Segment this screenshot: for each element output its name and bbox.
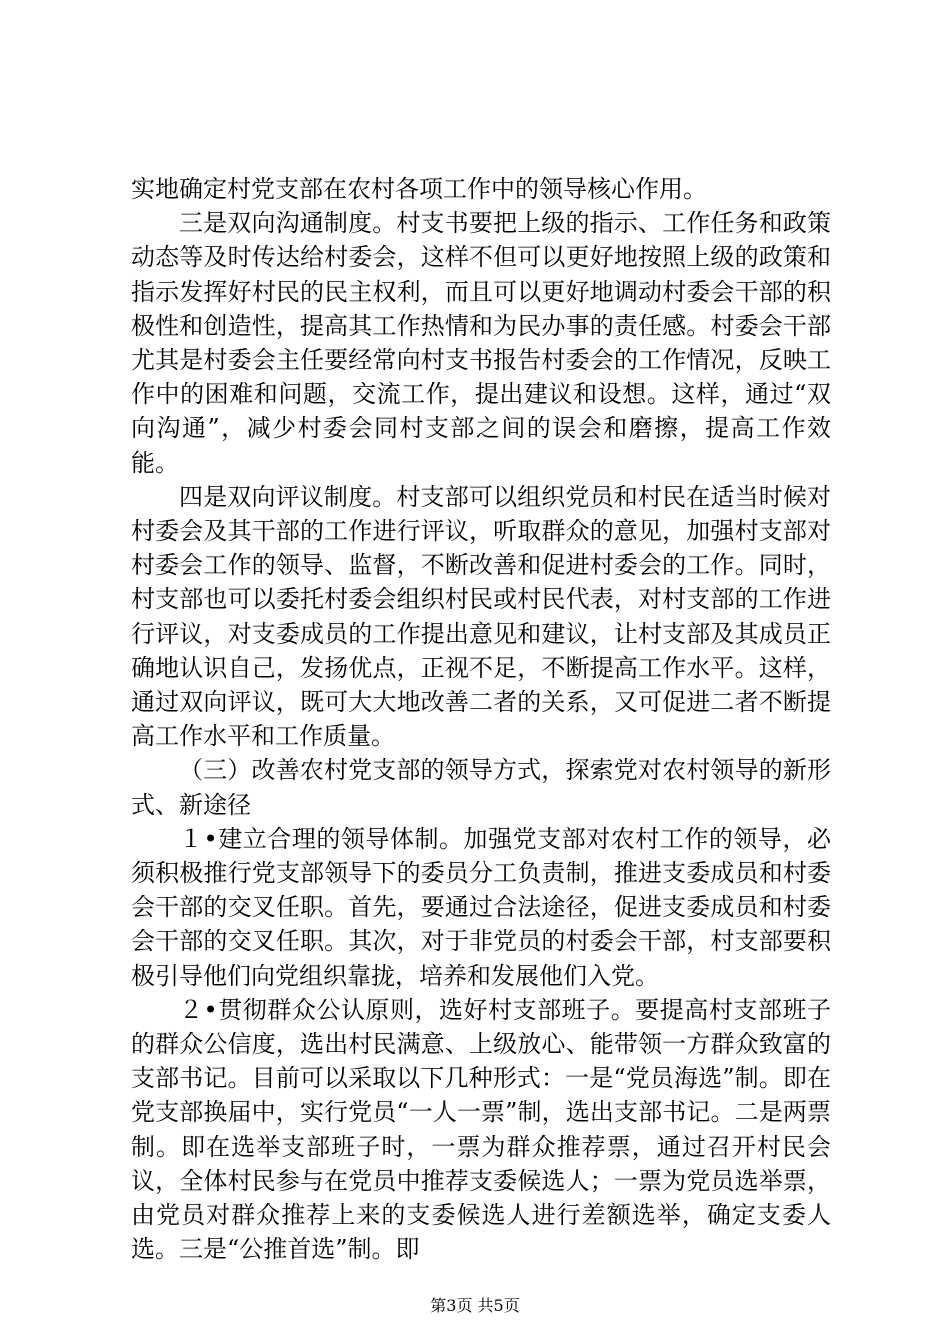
paragraph-continuation: 实地确定村党支部在农村各项工作中的领导核心作用。 (131, 175, 707, 203)
paragraph-item-two: ２•贯彻群众公认原则，选好村支部班子。要提高村支部班子的群众公信度，选出村民满意、上级放心、能带领一方群众致富的支部书记。目前可以采取以下几种形式：一是“党员海选”制。即在党支部换届中，实行党员“一人一票”制，选出支部书记。二是两票制。即在选举支部班子时，一票为群众推荐票，通过召开村民会议，全体村民参与在党员中推荐支委候选人；一票为党员选举票，由党员对群众推荐上来的支委候选人进行差额选举，确定支委人选。三是“公推首选”制。即 (131, 995, 831, 1264)
paragraph-two-way-communication: 三是双向沟通制度。村支书要把上级的指示、工作任务和政策动态等及时传达给村委会，这样不但可以更好地按照上级的政策和指示发挥好村民的民主权利，而且可以更好地调动村委会干部的积极性和创造性，提高其工作热情和为民办事的责任感。村委会干部尤其是村委会主任要经常向村支书报告村委会的工作情况，反映工作中的困难和问题，交流工作，提出建议和设想。这样，通过“双向沟通”，减少村委会同村支部之间的误会和磨擦，提高工作效能。 (131, 209, 831, 477)
paragraph-two-way-review: 四是双向评议制度。村支部可以组织党员和村民在适当时候对村委会及其干部的工作进行评议，听取群众的意见，加强村支部对村委会工作的领导、监督，不断改善和促进村委会的工作。同时，村支部也可以委托村委会组织村民或村民代表，对村支部的工作进行评议，对支委成员的工作提出意见和建议，让村支部及其成员正确地认识自己，发扬优点，正视不足，不断提高工作水平。这样，通过双向评议，既可大大地改善二者的关系，又可促进二者不断提高工作水平和工作质量。 (131, 482, 831, 751)
paragraph-item-one: １•建立合理的领导体制。加强党支部对农村工作的领导，必须积极推行党支部领导下的委员分工负责制，推进支委成员和村委会干部的交叉任职。首先，要通过合法途径，促进支委成员和村委会干部的交叉任职。其次，对于非党员的村委会干部，村支部要积极引导他们向党组织靠拢，培养和发展他们入党。 (131, 824, 831, 990)
page-footer: 第3页 共5页 (430, 1296, 520, 1315)
section-heading-three: （三）改善农村党支部的领导方式，探索党对农村领导的新形式、新途径 (131, 756, 831, 819)
document-body (131, 172, 831, 1267)
